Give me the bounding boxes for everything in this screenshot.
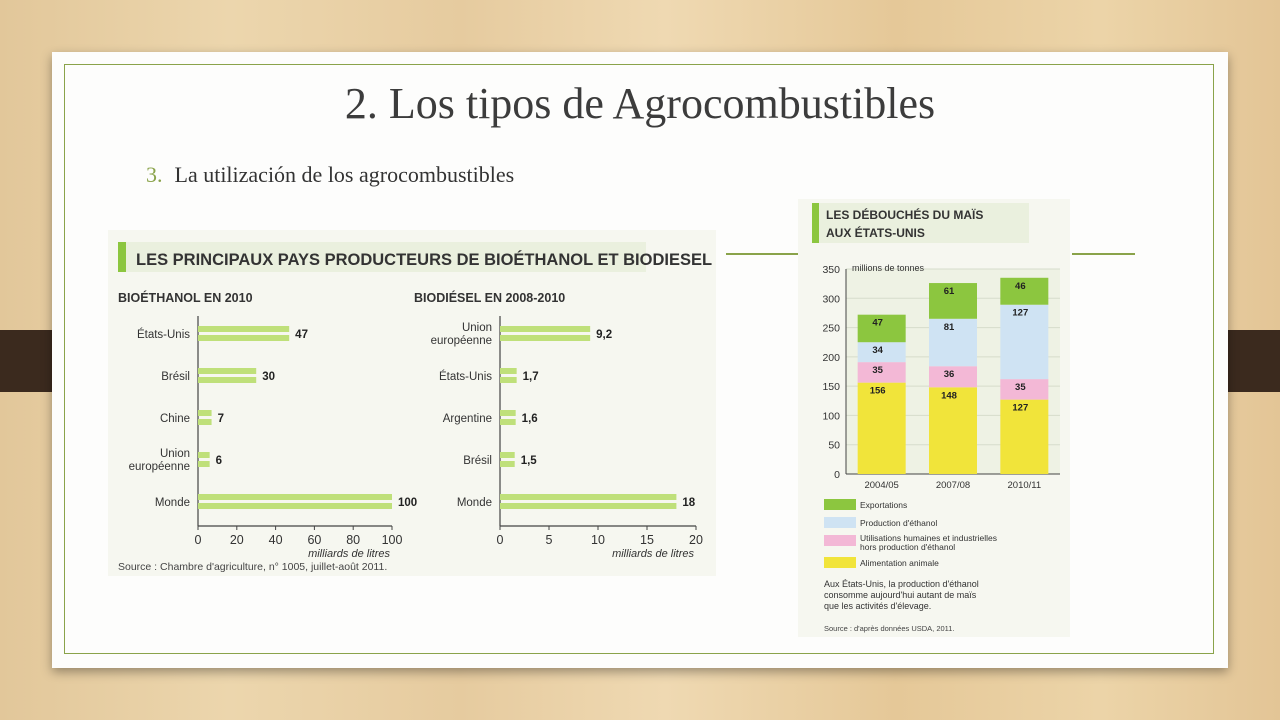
diesel-value-label: 18 (682, 497, 696, 509)
legend-label: Utilisations humaines et industrielles (860, 533, 998, 543)
segment-value-label: 81 (943, 321, 955, 333)
diesel-value-label: 1,5 (520, 455, 537, 467)
x-category-label: 2004/05 (864, 480, 899, 491)
segment-value-label: 34 (872, 345, 883, 357)
segment-value-label: 35 (1015, 382, 1026, 394)
divider-line-left (726, 253, 798, 255)
diesel-bar (500, 377, 517, 383)
note-line-1: Aux États-Unis, la production d'éthanol (824, 579, 979, 589)
ethanol-bar (198, 452, 210, 458)
ethanol-bar (198, 377, 256, 383)
diesel-x-tick-label: 15 (640, 533, 654, 547)
segment-value-label: 148 (941, 390, 957, 402)
diesel-x-tick-label: 10 (591, 533, 605, 547)
ethanol-category-label: Brésil (161, 371, 190, 383)
y-tick-label: 350 (822, 264, 840, 276)
ethanol-bar (198, 494, 392, 500)
ethanol-category-label: Monde (154, 497, 190, 509)
diesel-category-label: Brésil (463, 455, 492, 467)
diesel-value-label: 9,2 (596, 329, 613, 341)
diesel-x-axis-label: milliards de litres (612, 548, 694, 560)
legend-label: Alimentation animale (860, 558, 939, 568)
left-figure-title: LES PRINCIPAUX PAYS PRODUCTEURS DE BIOÉTHANOL ET BIODIESEL (136, 251, 713, 269)
y-tick-label: 100 (822, 410, 840, 423)
ethanol-bar (198, 326, 289, 332)
ethanol-value-label: 100 (398, 497, 418, 509)
diesel-value-label: 1,6 (521, 413, 538, 425)
legend-swatch (824, 517, 856, 528)
diesel-bar (500, 494, 676, 500)
ethanol-category-label: Union (159, 448, 190, 460)
segment-value-label: 127 (1012, 307, 1029, 319)
slide-card (52, 52, 1228, 668)
diesel-bar (500, 410, 516, 416)
legend-swatch (824, 557, 856, 568)
ethanol-x-tick-label: 40 (268, 533, 283, 547)
divider-line-right (1072, 253, 1135, 255)
right-title-marker (812, 203, 819, 243)
legend-label: hors production d'éthanol (860, 542, 956, 552)
diesel-bar (500, 503, 676, 509)
corn-outlets-chart (798, 199, 1070, 637)
biodiesel-chart (414, 290, 703, 560)
diesel-bar (500, 326, 590, 332)
y-axis-label: millions de tonnes (852, 263, 925, 273)
legend-label: Exportations (860, 500, 908, 510)
ethanol-category-label: États-Unis (136, 329, 190, 341)
segment-value-label: 156 (869, 385, 886, 397)
subtitle-number: 3. (146, 162, 163, 187)
diesel-category-label: européenne (430, 335, 492, 347)
diesel-x-tick-label: 0 (496, 533, 504, 547)
ethanol-x-tick-label: 80 (346, 533, 361, 547)
right-title-line1: LES DÉBOUCHÉS DU MAÏS (826, 208, 984, 222)
segment-value-label: 61 (943, 286, 955, 298)
producers-chart (108, 230, 716, 576)
legend-swatch (824, 499, 856, 510)
diesel-category-label: Argentine (442, 413, 492, 425)
diesel-category-label: États-Unis (438, 371, 492, 383)
ethanol-x-tick-label: 0 (194, 533, 202, 547)
x-category-label: 2010/11 (1007, 480, 1042, 491)
title-marker (118, 242, 126, 272)
subtitle-text: La utilización de los agrocombustibles (174, 162, 515, 187)
ethanol-bar (198, 368, 256, 374)
diesel-bar (500, 452, 515, 458)
diesel-chart-title: BIODIÉSEL EN 2008-2010 (414, 291, 566, 305)
ethanol-category-label: Chine (159, 413, 190, 425)
stacked-bar-chart (822, 263, 1060, 491)
diesel-bar (500, 419, 516, 425)
diesel-bar (500, 335, 590, 341)
segment-value-label: 127 (1012, 402, 1029, 414)
right-figure-source: Source : d'après données USDA, 2011. (824, 624, 955, 633)
y-tick-label: 150 (822, 381, 840, 394)
y-tick-label: 250 (822, 322, 840, 335)
segment-value-label: 36 (943, 369, 955, 381)
slide-title: 2. Los tipos de Agrocombustibles (344, 79, 936, 128)
diesel-x-tick-label: 20 (689, 533, 703, 547)
ethanol-bar (198, 419, 212, 425)
ethanol-x-tick-label: 20 (229, 533, 244, 547)
ethanol-value-label: 47 (295, 329, 308, 341)
note-line-2: consomme aujourd'hui autant de maïs (824, 590, 977, 600)
legend-swatch (824, 535, 856, 546)
diesel-bar (500, 461, 515, 467)
corn-outlets-figure (798, 199, 1070, 637)
ethanol-x-tick-label: 60 (307, 533, 322, 547)
y-tick-label: 50 (828, 439, 840, 452)
y-tick-label: 300 (822, 293, 840, 306)
y-tick-label: 0 (834, 469, 840, 481)
ethanol-bar (198, 461, 210, 467)
diesel-bar (500, 368, 517, 374)
ethanol-value-label: 30 (262, 371, 275, 383)
y-tick-label: 200 (822, 351, 840, 364)
x-category-label: 2007/08 (935, 480, 971, 491)
bioethanol-chart (118, 290, 417, 560)
ethanol-bar (198, 503, 392, 509)
diesel-category-label: Union (461, 322, 492, 334)
producers-figure (108, 230, 716, 576)
ethanol-category-label: européenne (128, 461, 190, 473)
segment-value-label: 35 (872, 365, 883, 377)
note-line-3: que les activités d'élevage. (824, 601, 932, 611)
ethanol-value-label: 7 (217, 413, 224, 425)
diesel-x-tick-label: 5 (545, 533, 553, 547)
right-title-line2: AUX ÉTATS-UNIS (826, 226, 925, 240)
ethanol-x-axis-label: milliards de litres (308, 548, 390, 560)
slide-subtitle (146, 162, 514, 188)
left-figure-source: Source : Chambre d'agriculture, n° 1005, juillet-août 2011. (118, 561, 388, 573)
segment-value-label: 47 (872, 317, 883, 329)
segment-value-label: 46 (1015, 280, 1026, 292)
diesel-category-label: Monde (456, 497, 492, 509)
ethanol-value-label: 6 (215, 455, 223, 467)
legend-label: Production d'éthanol (860, 518, 938, 528)
ethanol-bar (198, 335, 289, 341)
stacked-legend (824, 499, 997, 568)
diesel-value-label: 1,7 (522, 371, 539, 383)
ethanol-chart-title: BIOÉTHANOL EN 2010 (118, 291, 253, 305)
ethanol-x-tick-label: 100 (381, 533, 403, 547)
ethanol-bar (198, 410, 212, 416)
